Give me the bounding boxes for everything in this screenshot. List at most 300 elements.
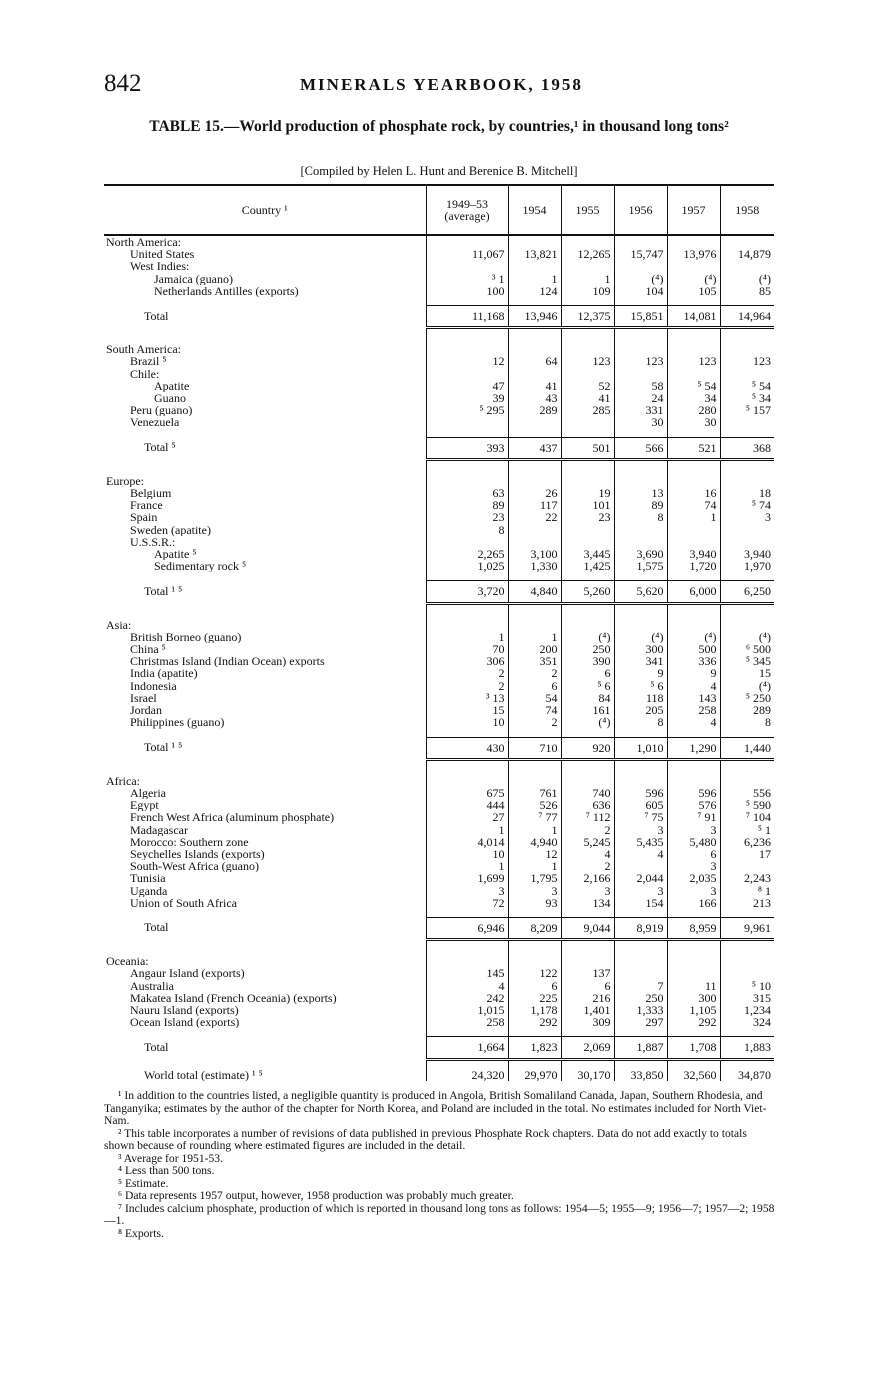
cell-value: 4,014: [426, 836, 508, 848]
cell-value: 41: [561, 392, 614, 404]
row-label: Sweden (apatite): [130, 523, 211, 536]
compiled-by: [Compiled by Helen L. Hunt and Berenice B. Mitchell]: [300, 164, 578, 178]
cell-value: 1,105: [667, 1004, 720, 1016]
cell-value: [720, 343, 774, 355]
cell-value: 15,747: [614, 248, 667, 260]
cell-value: [720, 368, 774, 380]
cell-value: [426, 235, 508, 248]
cell-value: 566: [614, 437, 667, 459]
footnote: ⁶ Data represents 1957 output, however, 1958 production was probably much greater.: [118, 1189, 514, 1202]
cell-value: [614, 368, 667, 380]
cell-value: 1,234: [720, 1004, 774, 1016]
cell-value: 14,879: [720, 248, 774, 260]
table-row: [104, 848, 774, 860]
table-row: [104, 704, 774, 716]
cell-value: [508, 619, 561, 631]
cell-value: 430: [426, 737, 508, 759]
table-row: [104, 980, 774, 992]
row-label: Tunisia: [130, 872, 166, 885]
cell-value: ⁵ 250: [720, 692, 774, 704]
cell-value: 675: [426, 787, 508, 799]
cell-value: 315: [720, 992, 774, 1004]
cell-value: 1: [508, 631, 561, 643]
cell-value: 47: [426, 380, 508, 392]
cell-value: 1,823: [508, 1037, 561, 1059]
row-label: Jamaica (guano): [154, 272, 233, 285]
cell-value: 13,821: [508, 248, 561, 260]
cell-value: 285: [561, 404, 614, 416]
cell-value: 300: [614, 643, 667, 655]
cell-value: ⁵ 74: [720, 499, 774, 511]
cell-value: 2: [426, 680, 508, 692]
cell-value: 3: [720, 511, 774, 523]
cell-value: 605: [614, 799, 667, 811]
table-row: [104, 716, 774, 728]
cell-value: 12,375: [561, 306, 614, 328]
page-number: 842: [104, 70, 142, 97]
cell-value: 63: [426, 487, 508, 499]
cell-value: 143: [667, 692, 720, 704]
table-row: [104, 548, 774, 560]
cell-value: 2,069: [561, 1037, 614, 1059]
total-row: [104, 581, 774, 603]
cell-value: 18: [720, 487, 774, 499]
cell-value: ⁸ 1: [720, 885, 774, 897]
table-row: [104, 416, 774, 428]
cell-value: 8,919: [614, 917, 667, 939]
cell-value: 1,708: [667, 1037, 720, 1059]
cell-value: 309: [561, 1016, 614, 1028]
cell-value: 351: [508, 655, 561, 667]
cell-value: 89: [426, 499, 508, 511]
cell-value: ³ 1: [426, 273, 508, 285]
cell-value: 636: [561, 799, 614, 811]
cell-value: 1,970: [720, 560, 774, 572]
row-label: Total ¹ ⁵: [144, 740, 183, 754]
cell-value: 4: [561, 848, 614, 860]
cell-value: 3,690: [614, 548, 667, 560]
cell-value: 341: [614, 655, 667, 667]
cell-value: 12: [508, 848, 561, 860]
cell-value: [614, 967, 667, 979]
row-label: Sedimentary rock ⁵: [154, 560, 247, 573]
cell-value: [667, 524, 720, 536]
cell-value: (⁴): [667, 273, 720, 285]
footnote: ⁵ Estimate.: [118, 1176, 169, 1190]
cell-value: 109: [561, 285, 614, 297]
table-row: [104, 811, 774, 823]
cell-value: 134: [561, 897, 614, 909]
cell-value: (⁴): [614, 273, 667, 285]
cell-value: 64: [508, 355, 561, 367]
cell-value: [561, 260, 614, 272]
cell-value: 6: [667, 848, 720, 860]
cell-value: 1,015: [426, 1004, 508, 1016]
cell-value: 1,887: [614, 1037, 667, 1059]
cell-value: 23: [561, 511, 614, 523]
cell-value: 1: [426, 860, 508, 872]
column-header: 1954: [508, 185, 561, 235]
cell-value: 3: [614, 824, 667, 836]
cell-value: 122: [508, 967, 561, 979]
cell-value: 123: [614, 355, 667, 367]
cell-value: 3: [508, 885, 561, 897]
section-heading-row: [104, 235, 774, 248]
cell-value: ⁶ 500: [720, 643, 774, 655]
row-label: Algeria: [130, 786, 166, 800]
row-label: Belgium: [130, 487, 172, 500]
cell-value: 324: [720, 1016, 774, 1028]
cell-value: [614, 343, 667, 355]
column-header: 1957: [667, 185, 720, 235]
cell-value: [426, 955, 508, 967]
cell-value: (⁴): [667, 631, 720, 643]
table-row: [104, 355, 774, 367]
cell-value: 15: [720, 667, 774, 679]
cell-value: (⁴): [614, 631, 667, 643]
cell-value: [720, 260, 774, 272]
table-row: [104, 643, 774, 655]
cell-value: [508, 475, 561, 487]
row-label: South-West Africa (guano): [130, 860, 259, 873]
total-row: [104, 737, 774, 759]
row-label: Total: [144, 920, 169, 935]
cell-value: 3,100: [508, 548, 561, 560]
cell-value: 8,959: [667, 917, 720, 939]
row-label: Brazil ⁵: [130, 355, 167, 368]
section-heading-row: [104, 619, 774, 631]
cell-value: ⁵ 157: [720, 404, 774, 416]
table-row: [104, 1016, 774, 1028]
cell-value: 13,976: [667, 248, 720, 260]
cell-value: [667, 235, 720, 248]
cell-value: 5,480: [667, 836, 720, 848]
table-row: [104, 273, 774, 285]
cell-value: 1: [426, 631, 508, 643]
page-header: [104, 70, 774, 100]
row-label: Peru (guano): [130, 404, 193, 417]
cell-value: 2: [561, 860, 614, 872]
cell-value: 4: [426, 980, 508, 992]
cell-value: 740: [561, 787, 614, 799]
cell-value: 39: [426, 392, 508, 404]
cell-value: 16: [667, 487, 720, 499]
table-title: TABLE 15.—World production of phosphate rock, by countries,¹ in thousand long tons²: [149, 118, 729, 135]
cell-value: ⁷ 77: [508, 811, 561, 823]
cell-value: 2,044: [614, 872, 667, 884]
cell-value: 3: [426, 885, 508, 897]
table-row: [104, 499, 774, 511]
cell-value: ⁵ 6: [614, 680, 667, 692]
cell-value: 200: [508, 643, 561, 655]
table-row: [104, 787, 774, 799]
cell-value: [426, 416, 508, 428]
cell-value: [508, 536, 561, 548]
cell-value: 123: [720, 355, 774, 367]
cell-value: 10: [426, 716, 508, 728]
cell-value: 1: [561, 273, 614, 285]
cell-value: 54: [508, 692, 561, 704]
section-heading-row: [104, 343, 774, 355]
cell-value: 33,850: [614, 1069, 667, 1081]
cell-value: ⁷ 75: [614, 811, 667, 823]
cell-value: 30,170: [561, 1069, 614, 1081]
cell-value: [667, 475, 720, 487]
column-header: 1958: [720, 185, 774, 235]
cell-value: ⁵ 54: [667, 380, 720, 392]
footnote: ¹ In addition to the countries listed, a negligible quantity is produced in Angola, British Somaliland Canada, Japan, Southern Rhodesia, and Tanganyika; estimates by the author of the chapter for North Korea, and Poland are included in the total. No estimates included for North Viet-Nam.: [104, 1089, 767, 1127]
row-label: Nauru Island (exports): [130, 1003, 239, 1017]
column-header: 1949–53 (average): [426, 185, 508, 235]
cell-value: 24: [614, 392, 667, 404]
table-row: [104, 631, 774, 643]
cell-value: 1,025: [426, 560, 508, 572]
cell-value: [614, 860, 667, 872]
cell-value: 1,290: [667, 737, 720, 759]
row-label: World total (estimate) ¹ ⁵: [144, 1068, 263, 1081]
table-row: [104, 799, 774, 811]
cell-value: [720, 860, 774, 872]
footnote: ⁸ Exports.: [118, 1226, 164, 1240]
cell-value: 161: [561, 704, 614, 716]
cell-value: 89: [614, 499, 667, 511]
cell-value: ⁷ 91: [667, 811, 720, 823]
cell-value: 4,840: [508, 581, 561, 603]
table-row: [104, 524, 774, 536]
row-label: Apatite: [154, 379, 190, 393]
cell-value: 2: [508, 667, 561, 679]
cell-value: ³ 13: [426, 692, 508, 704]
cell-value: 437: [508, 437, 561, 459]
cell-value: 166: [667, 897, 720, 909]
cell-value: 2,265: [426, 548, 508, 560]
production-table-wrapper: [104, 184, 774, 1081]
cell-value: [561, 416, 614, 428]
table-row: [104, 404, 774, 416]
cell-value: 123: [667, 355, 720, 367]
cell-value: [561, 235, 614, 248]
row-label: Philippines (guano): [130, 716, 225, 729]
section-heading-row: [104, 775, 774, 787]
cell-value: 12,265: [561, 248, 614, 260]
cell-value: 500: [667, 643, 720, 655]
cell-value: [508, 416, 561, 428]
cell-value: [426, 536, 508, 548]
row-label: China ⁵: [130, 643, 166, 656]
cell-value: 336: [667, 655, 720, 667]
table-row: [104, 248, 774, 260]
cell-value: [667, 967, 720, 979]
row-label: Angaur Island (exports): [130, 967, 245, 980]
cell-value: 58: [614, 380, 667, 392]
cell-value: 1,575: [614, 560, 667, 572]
cell-value: 12: [426, 355, 508, 367]
cell-value: 15,851: [614, 306, 667, 328]
cell-value: [426, 475, 508, 487]
row-label: Union of South Africa: [130, 896, 237, 909]
cell-value: 1,010: [614, 737, 667, 759]
column-header: Country ¹: [104, 185, 426, 235]
cell-value: 596: [667, 787, 720, 799]
cell-value: 1,178: [508, 1004, 561, 1016]
cell-value: 331: [614, 404, 667, 416]
cell-value: [720, 775, 774, 787]
cell-value: 17: [720, 848, 774, 860]
cell-value: [720, 955, 774, 967]
cell-value: 9: [667, 667, 720, 679]
cell-value: 258: [667, 704, 720, 716]
cell-value: ⁵ 590: [720, 799, 774, 811]
spacer-row: [104, 328, 774, 338]
cell-value: [720, 475, 774, 487]
cell-value: ⁷ 104: [720, 811, 774, 823]
cell-value: 761: [508, 787, 561, 799]
cell-value: ⁵ 295: [426, 404, 508, 416]
spacer-row: [104, 729, 774, 738]
table-row: [104, 967, 774, 979]
cell-value: [561, 536, 614, 548]
cell-value: 289: [720, 704, 774, 716]
row-label: Christmas Island (Indian Ocean) exports: [130, 655, 325, 668]
row-label: Total ⁵: [144, 440, 176, 455]
cell-value: [614, 524, 667, 536]
cell-value: 1: [508, 824, 561, 836]
cell-value: 213: [720, 897, 774, 909]
cell-value: 29,970: [508, 1069, 561, 1081]
cell-value: 10: [426, 848, 508, 860]
cell-value: 242: [426, 992, 508, 1004]
table-row: [104, 380, 774, 392]
cell-value: [561, 475, 614, 487]
row-label: Guano: [154, 392, 186, 405]
cell-value: 84: [561, 692, 614, 704]
cell-value: 5,435: [614, 836, 667, 848]
row-label: Morocco: Southern zone: [130, 835, 249, 848]
cell-value: [561, 619, 614, 631]
cell-value: (⁴): [720, 680, 774, 692]
cell-value: 8: [614, 511, 667, 523]
row-label: Egypt: [130, 799, 159, 812]
table-row: [104, 392, 774, 404]
cell-value: 1,699: [426, 872, 508, 884]
spacer-row: [104, 909, 774, 918]
cell-value: 11: [667, 980, 720, 992]
cell-value: 1,401: [561, 1004, 614, 1016]
table-row: [104, 824, 774, 836]
row-label: France: [130, 499, 163, 512]
cell-value: ⁵ 54: [720, 380, 774, 392]
table-row: [104, 860, 774, 872]
cell-value: 3: [667, 885, 720, 897]
cell-value: [508, 343, 561, 355]
cell-value: [720, 416, 774, 428]
cell-value: 596: [614, 787, 667, 799]
table-row: [104, 667, 774, 679]
cell-value: 23: [426, 511, 508, 523]
cell-value: 444: [426, 799, 508, 811]
cell-value: [426, 619, 508, 631]
cell-value: 124: [508, 285, 561, 297]
cell-value: [720, 524, 774, 536]
footnote: ² This table incorporates a number of revisions of data published in previous Phosphate Rock chapters. Data do not add exactly to totals shown because of rounding where estimated figures are included in the detail.: [104, 1126, 747, 1152]
row-label: West Indies:: [130, 260, 190, 273]
cell-value: 32,560: [667, 1069, 720, 1081]
footnote: ⁴ Less than 500 tons.: [118, 1164, 215, 1177]
cell-value: 1,440: [720, 737, 774, 759]
cell-value: [426, 775, 508, 787]
cell-value: 8,209: [508, 917, 561, 939]
spacer-row: [104, 603, 774, 613]
cell-value: 225: [508, 992, 561, 1004]
section-heading-row: [104, 260, 774, 272]
cell-value: 105: [667, 285, 720, 297]
cell-value: 22: [508, 511, 561, 523]
cell-value: [667, 955, 720, 967]
cell-value: [667, 343, 720, 355]
row-label: Oceania:: [106, 955, 149, 968]
cell-value: 1,330: [508, 560, 561, 572]
cell-value: 1,795: [508, 872, 561, 884]
cell-value: 556: [720, 787, 774, 799]
cell-value: 1: [508, 860, 561, 872]
table-row: [104, 872, 774, 884]
table-row: [104, 836, 774, 848]
cell-value: 104: [614, 285, 667, 297]
cell-value: [720, 235, 774, 248]
row-label: Uganda: [130, 884, 168, 897]
cell-value: 7: [614, 980, 667, 992]
cell-value: 2: [426, 667, 508, 679]
total-row: [104, 437, 774, 459]
cell-value: 3: [667, 824, 720, 836]
cell-value: [561, 775, 614, 787]
cell-value: (⁴): [720, 631, 774, 643]
cell-value: 2: [508, 716, 561, 728]
cell-value: 2,243: [720, 872, 774, 884]
cell-value: 6,946: [426, 917, 508, 939]
cell-value: 280: [667, 404, 720, 416]
cell-value: 289: [508, 404, 561, 416]
cell-value: 74: [508, 704, 561, 716]
cell-value: [614, 235, 667, 248]
cell-value: 258: [426, 1016, 508, 1028]
cell-value: 2,166: [561, 872, 614, 884]
cell-value: 1: [426, 824, 508, 836]
row-label: Australia: [130, 979, 174, 992]
cell-value: 145: [426, 967, 508, 979]
cell-value: [667, 775, 720, 787]
cell-value: 74: [667, 499, 720, 511]
row-label: Apatite ⁵: [154, 548, 197, 561]
row-label: India (apatite): [130, 667, 198, 680]
spacer-row: [104, 429, 774, 438]
cell-value: 9,961: [720, 917, 774, 939]
row-label: Total: [144, 1039, 169, 1054]
cell-value: [614, 475, 667, 487]
cell-value: [667, 619, 720, 631]
cell-value: 3: [667, 860, 720, 872]
row-label: Seychelles Islands (exports): [130, 847, 265, 861]
cell-value: [561, 524, 614, 536]
table-row: [104, 680, 774, 692]
table-row: [104, 1069, 774, 1081]
cell-value: 6: [508, 980, 561, 992]
cell-value: 306: [426, 655, 508, 667]
cell-value: 3: [561, 885, 614, 897]
total-row: [104, 917, 774, 939]
cell-value: 4: [667, 716, 720, 728]
production-table: [104, 184, 774, 1081]
